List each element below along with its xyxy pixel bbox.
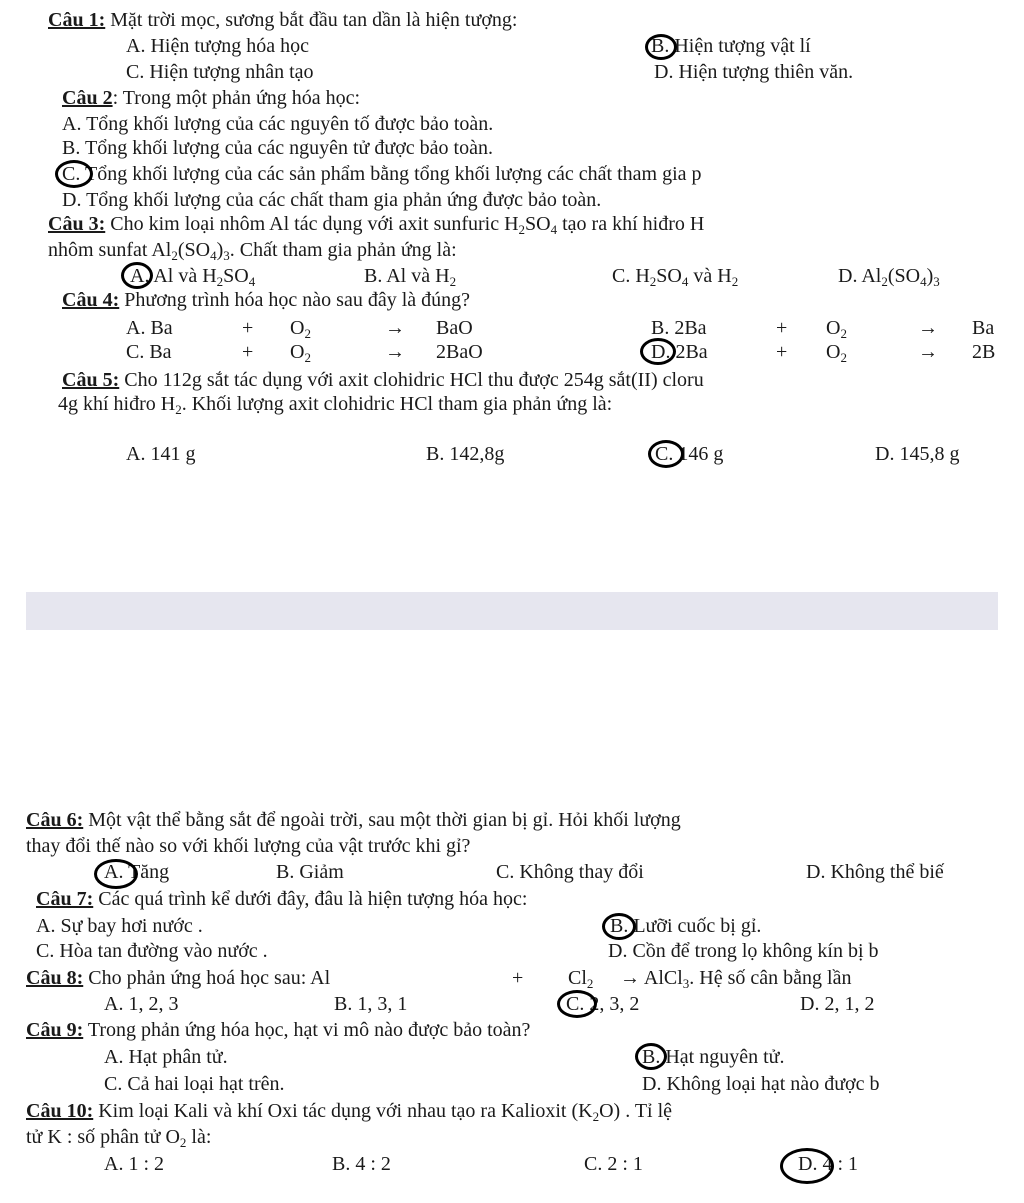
q7-answer-circle <box>602 913 636 940</box>
top-page <box>0 0 1024 592</box>
q4-option-a: A. Ba <box>126 317 173 339</box>
q9-option-c: C. Cả hai loại hạt trên. <box>104 1073 285 1095</box>
q4-d-o2: $O_2$ <box>826 341 847 365</box>
q6-option-b: B. Giảm <box>276 861 344 883</box>
q2-stem: Câu 2: Trong một phản ứng hóa học: <box>62 87 361 109</box>
q8-option-c: C. 2, 3, 2 <box>566 993 640 1015</box>
q4-option-b: B. 2Ba <box>651 317 707 339</box>
q4-option-d: D. 2Ba <box>651 341 708 363</box>
q4-b-o2: $O_2$ <box>826 317 847 341</box>
q6-stem-line2: thay đổi thế nào so với khối lượng của vật trước khi gỉ? <box>26 835 471 857</box>
q4-c-product: 2BaO <box>436 341 483 363</box>
bottom-page <box>0 630 1024 1203</box>
q4-option-c: C. Ba <box>126 341 172 363</box>
q8-product: → AlCl$_3$. Hệ số cân bằng lần <box>620 967 852 991</box>
q3-option-c: C. $H_2SO_4$ và $H_2$ <box>612 265 739 289</box>
q10-stem-line2: tử K : số phân tử $O_2$ là: <box>26 1126 212 1150</box>
q6-option-a: A. Tăng <box>104 861 170 883</box>
q8-stem: Câu 8: Cho phản ứng hoá học sau: Al <box>26 967 331 989</box>
q4-a-plus: + <box>242 317 254 339</box>
q8-option-d: D. 2, 1, 2 <box>800 993 875 1015</box>
q4-b-product: Ba <box>972 317 995 339</box>
q4-d-arrow: → <box>918 341 938 363</box>
q7-option-c: C. Hòa tan đường vào nước . <box>36 940 268 962</box>
q9-stem: Câu 9: Trong phản ứng hóa học, hạt vi mô nào được bảo toàn? <box>26 1019 531 1041</box>
q10-option-b: B. 4 : 2 <box>332 1153 391 1175</box>
q3-option-b: B. Al và $H_2$ <box>364 265 457 289</box>
q2-option-a: A. Tổng khối lượng của các nguyên tố được bảo toàn. <box>62 113 494 135</box>
q10-stem-line1: Câu 10: Kim loại Kali và khí Oxi tác dụng với nhau tạo ra Kalioxit $(K_2O)$ . Tỉ lệ <box>26 1100 673 1124</box>
q5-stem-line1: Câu 5: Cho 112g sắt tác dụng với axit clohidric HCl thu được 254g sắt(II) cloru <box>62 369 704 391</box>
q4-b-plus: + <box>776 317 788 339</box>
q2-answer-circle <box>55 160 93 188</box>
q9-option-a: A. Hạt phân tử. <box>104 1046 228 1068</box>
q4-a-arrow: → <box>385 317 405 339</box>
q1-stem: Câu 1: Mặt trời mọc, sương bắt đầu tan dần là hiện tượng: <box>48 9 518 31</box>
q6-option-c: C. Không thay đổi <box>496 861 644 883</box>
q1-answer-circle <box>645 34 677 60</box>
q4-c-plus: + <box>242 341 254 363</box>
q1-option-b: B. Hiện tượng vật lí <box>651 35 811 57</box>
q2-option-b: B. Tổng khối lượng của các nguyên tử được bảo toàn. <box>62 137 493 159</box>
q10-option-d: D. 4 : 1 <box>798 1153 858 1175</box>
q9-option-d: D. Không loại hạt nào được b <box>642 1073 880 1095</box>
q9-answer-circle <box>635 1043 667 1070</box>
q4-a-o2: $O_2$ <box>290 317 311 341</box>
q4-c-o2: $O_2$ <box>290 341 311 365</box>
q7-option-a: A. Sự bay hơi nước . <box>36 915 203 937</box>
q8-cl2: $Cl_2$ <box>568 967 594 991</box>
q8-option-a: A. 1, 2, 3 <box>104 993 179 1015</box>
q4-stem: Câu 4: Phương trình hóa học nào sau đây là đúng? <box>62 289 471 311</box>
q8-answer-circle <box>557 990 597 1018</box>
q5-answer-circle <box>648 440 684 468</box>
q1-option-c: C. Hiện tượng nhân tạo <box>126 61 314 83</box>
q8-option-b: B. 1, 3, 1 <box>334 993 408 1015</box>
q4-d-product: 2B <box>972 341 996 363</box>
q4-answer-circle <box>640 338 676 365</box>
page-separator <box>26 592 998 630</box>
q6-answer-circle <box>94 859 138 889</box>
q3-stem-line2: nhôm sunfat $Al_2(SO_4)_3$. Chất tham gia phản ứng là: <box>48 239 457 263</box>
q7-option-d: D. Cồn để trong lọ không kín bị b <box>608 940 879 962</box>
q7-stem: Câu 7: Các quá trình kể dưới đây, đâu là hiện tượng hóa học: <box>36 888 528 910</box>
q8-plus: + <box>512 967 524 989</box>
q3-option-a: A. Al và $H_2SO_4$ <box>130 265 256 289</box>
q3-option-d: D. $Al_2(SO_4)_3$ <box>838 265 940 289</box>
q1-option-d: D. Hiện tượng thiên văn. <box>654 61 854 83</box>
q10-option-a: A. 1 : 2 <box>104 1153 164 1175</box>
q4-a-product: BaO <box>436 317 473 339</box>
q4-b-arrow: → <box>918 317 938 339</box>
q4-c-arrow: → <box>385 341 405 363</box>
q10-option-c: C. 2 : 1 <box>584 1153 643 1175</box>
q5-option-d: D. 145,8 g <box>875 443 960 465</box>
q7-option-b: B. Lưỡi cuốc bị gỉ. <box>610 915 762 937</box>
q9-option-b: B. Hạt nguyên tử. <box>642 1046 785 1068</box>
q2-option-d: D. Tổng khối lượng của các chất tham gia phản ứng được bảo toàn. <box>62 189 602 211</box>
q6-stem-line1: Câu 6: Một vật thể bằng sắt để ngoài trời, sau một thời gian bị gỉ. Hỏi khối lượng <box>26 809 681 831</box>
q4-d-plus: + <box>776 341 788 363</box>
q6-option-d: D. Không thể biế <box>806 861 944 883</box>
q2-option-c: C. Tổng khối lượng của các sản phẩm bằng tổng khối lượng các chất tham gia p <box>62 163 702 185</box>
q10-answer-circle <box>780 1148 834 1184</box>
q5-option-a: A. 141 g <box>126 443 196 465</box>
q5-option-c: C. 146 g <box>655 443 724 465</box>
q5-option-b: B. 142,8g <box>426 443 505 465</box>
q1-option-a: A. Hiện tượng hóa học <box>126 35 310 57</box>
q3-answer-circle <box>121 262 153 289</box>
q5-stem-line2: 4g khí hiđro $H_2$. Khối lượng axit clohidric HCl tham gia phản ứng là: <box>58 393 613 417</box>
q3-stem-line1: Câu 3: Cho kim loại nhôm Al tác dụng với axit sunfuric $H_2SO_4$ tạo ra khí hiđro H <box>48 213 705 237</box>
